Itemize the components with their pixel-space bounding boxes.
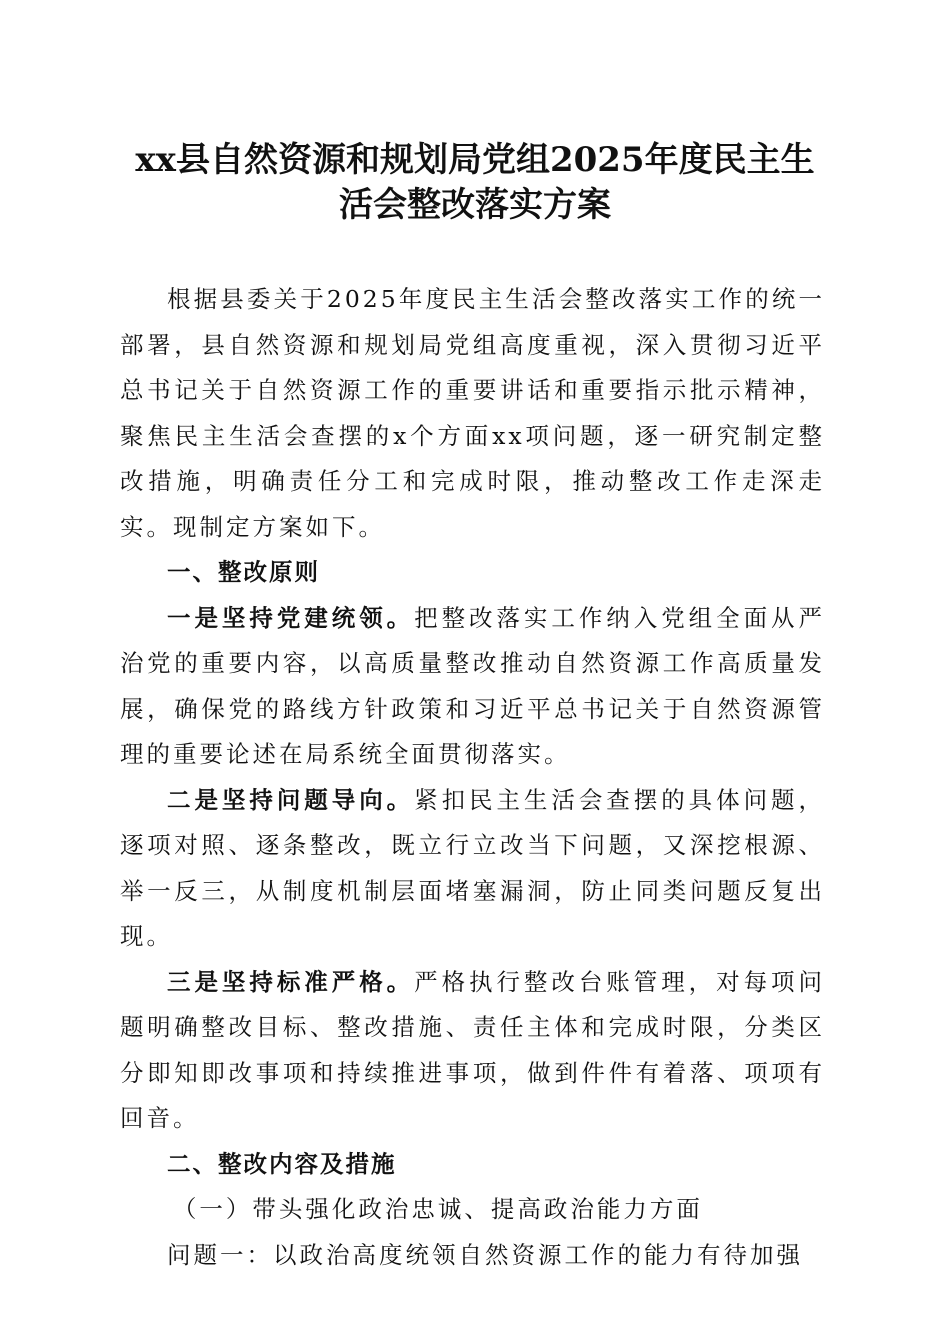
principle-paragraph-1 <box>120 596 825 778</box>
problem-item-1: 问题一：以政治高度统领自然资源工作的能力有待加强 <box>167 1240 803 1269</box>
intro-paragraph: 根据县委关于2025年度民主生活会整改落实工作的统一部署，县自然资源和规划局党组高度重视，深入贯彻习近平总书记关于自然资源工作的重要讲话和重要指示批示精神，聚焦民主生活会查摆的x个方面xx项问题，逐一研究制定整改措施，明确责任分工和完成时限，推动整改工作走深走实。现制定方案如下。 <box>120 285 825 541</box>
subsection-heading-1: （一）带头强化政治忠诚、提高政治能力方面 <box>172 1195 703 1223</box>
principle-paragraph-3 <box>120 960 825 1142</box>
document-title <box>100 138 850 228</box>
principle-lead-3: 三是坚持标准严格。 <box>167 967 415 996</box>
section-heading-principles: 一、整改原则 <box>167 558 320 586</box>
section-heading-measures: 二、整改内容及措施 <box>167 1149 397 1178</box>
principle-text-2: 紧扣民主生活会查摆的具体问题，逐项对照、逐条整改，既立行立改当下问题，又深挖根源、举一反三，从制度机制层面堵塞漏洞，防止同类问题反复出现。 <box>120 785 826 950</box>
title-line-1: xx县自然资源和规划局党组2025年度民主生 <box>135 140 815 180</box>
principle-paragraph-2 <box>120 778 825 960</box>
document-body <box>120 277 825 1278</box>
principle-text-3: 严格执行整改台账管理，对每项问题明确整改目标、整改措施、责任主体和完成时限，分类区分即知即改事项和持续推进事项，做到件件有着落、项项有回音。 <box>120 967 826 1132</box>
principle-lead-1: 一是坚持党建统领。 <box>167 603 415 632</box>
title-line-2: 活会整改落实方案 <box>339 185 611 225</box>
principle-text-1: 把整改落实工作纳入党组全面从严治党的重要内容，以高质量整改推动自然资源工作高质量发展，确保党的路线方针政策和习近平总书记关于自然资源管理的重要论述在局系统全面贯彻落实。 <box>120 603 826 768</box>
principle-lead-2: 二是坚持问题导向。 <box>167 785 415 814</box>
